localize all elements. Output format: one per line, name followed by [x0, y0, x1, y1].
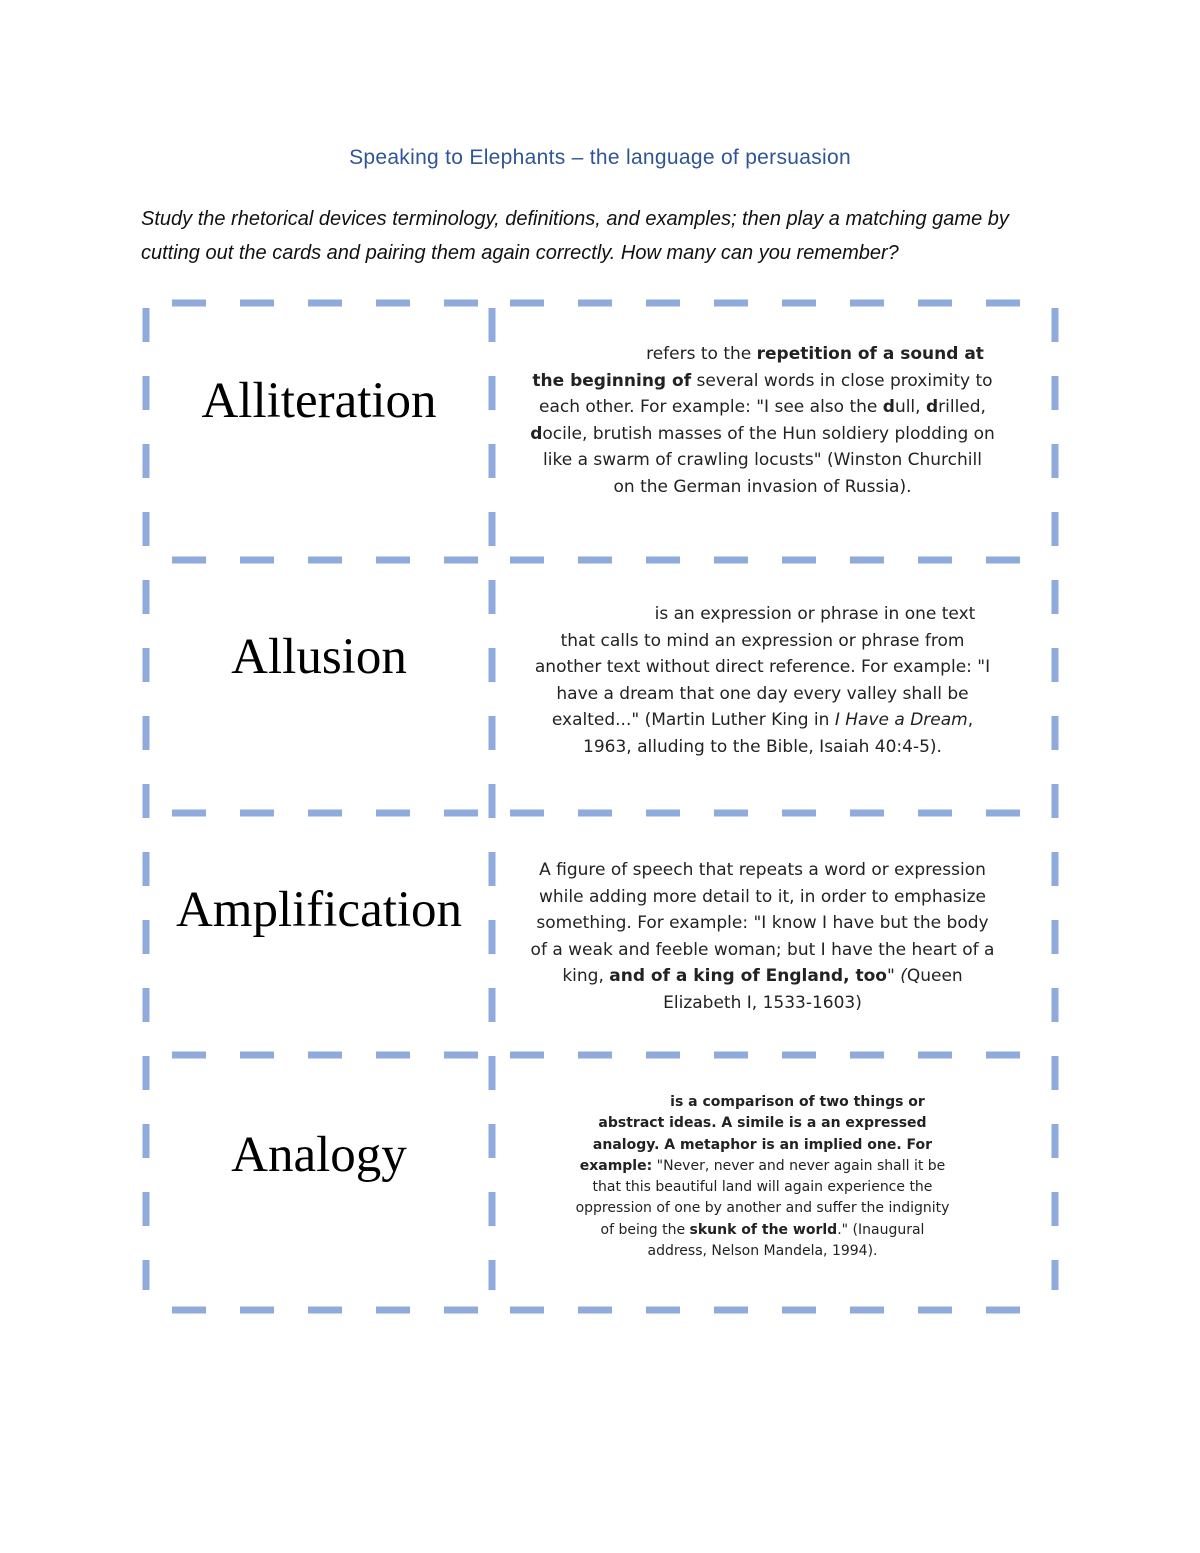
term-card-amplification: Amplification [175, 882, 463, 938]
definition-card-allusion: is an expression or phrase in one text that calls to mind an expression or phrase from another text without direct reference. For example: "I have a dream that one day every valley shall be exalted..." (Martin Luther King in I Have a Dream, 1963, alluding to the Bible, Isaiah 40:4-5). [534, 604, 991, 757]
term-card-allusion: Allusion [231, 629, 407, 685]
term-card-analogy: Analogy [231, 1127, 407, 1183]
definition-card-analogy: is a comparison of two things or abstract ideas. A simile is a an expressed analogy. A metaphor is an implied one. For example: "Never, never and never again shall it be that this beautiful land will again experience the oppression of one by another and suffer the indignity of being the skunk of the world." (Inaugural address, Nelson Mandela, 1994). [575, 1094, 950, 1260]
term-card-alliteration: Alliteration [201, 373, 437, 429]
page-title: Speaking to Elephants – the language of persuasion [349, 146, 851, 169]
definition-card-alliteration: refers to the repetition of a sound at the beginning of several words in close proximity to each other. For example: "I see also the dull, drilled, docile, brutish masses of the Hun soldiery plodding on like a swarm of crawling locusts" (Winston Churchill on the German invasion of Russia). [530, 344, 995, 497]
definition-card-amplification: A figure of speech that repeats a word or expression while adding more detail to it, in order to emphasize something. For example: "I know I have but the body of a weak and feeble woman; but I have the heart of a king, and of a king of England, too" (Queen Elizabeth I, 1533-1603) [530, 860, 995, 1013]
instructions: Study the rhetorical devices terminology, definitions, and examples; then play a matching game by cutting out the cards and pairing them again correctly. How many can you remember? [141, 208, 1009, 264]
